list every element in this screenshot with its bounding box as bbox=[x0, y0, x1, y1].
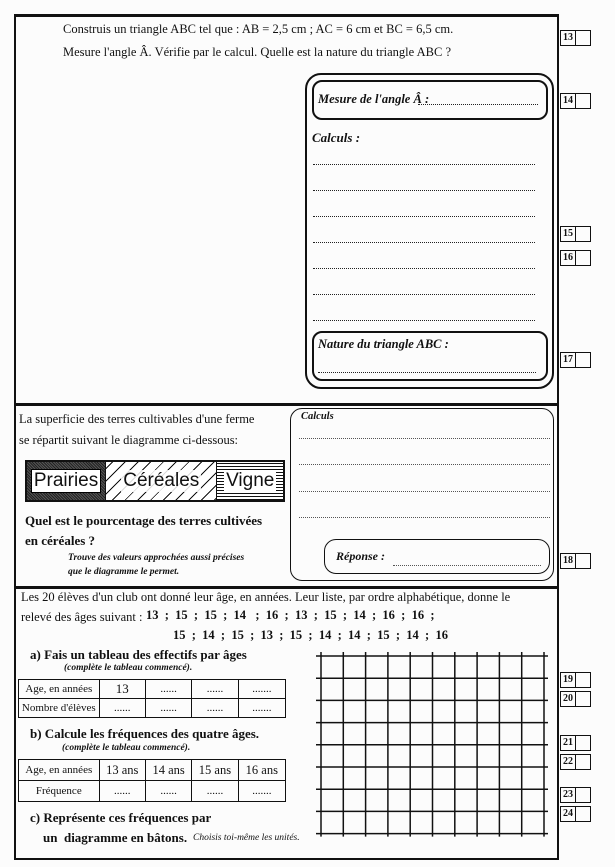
score-number: 20 bbox=[560, 691, 576, 707]
table-input-cell[interactable]: ...... bbox=[99, 699, 145, 718]
calc-line[interactable] bbox=[313, 190, 535, 191]
table-input-cell[interactable]: ...... bbox=[145, 781, 191, 802]
reponse-label: Réponse : bbox=[336, 549, 385, 563]
nature-label: Nature du triangle ABC : bbox=[318, 337, 449, 351]
table-header-cell: Nombre d'élèves bbox=[19, 699, 100, 718]
table-input-cell[interactable]: ...... bbox=[192, 781, 238, 802]
score-cell[interactable] bbox=[576, 735, 591, 751]
table-header-cell: Age, en années bbox=[19, 680, 100, 699]
reponse-field[interactable] bbox=[393, 565, 541, 566]
exercise2-hint-line2: que le diagramme le permet. bbox=[68, 567, 180, 577]
exercise3-intro-line2: relevé des âges suivant : bbox=[21, 610, 143, 624]
score-box-18[interactable] bbox=[560, 553, 591, 569]
part-a-title: a) Fais un tableau des effectifs par âges bbox=[30, 647, 247, 662]
table-input-cell[interactable]: ...... bbox=[192, 699, 238, 718]
ages-list-row1: 13 ; 15 ; 15 ; 14 ; 16 ; 13 ; 15 ; 14 ; 16 ; 16 ; bbox=[146, 608, 435, 622]
angle-answer-field[interactable] bbox=[418, 104, 538, 105]
score-number: 16 bbox=[560, 250, 576, 266]
angle-label: Mesure de l'angle Â : bbox=[318, 92, 430, 106]
score-cell[interactable] bbox=[576, 672, 591, 688]
calc-line[interactable] bbox=[299, 438, 550, 439]
calc-line[interactable] bbox=[299, 464, 550, 465]
table-row bbox=[19, 781, 286, 802]
section-divider bbox=[14, 586, 559, 589]
ages-list-row2: 15 ; 14 ; 15 ; 13 ; 15 ; 14 ; 14 ; 15 ; 14 ; 16 bbox=[173, 628, 448, 642]
segment-label: Prairies bbox=[31, 469, 101, 493]
score-box-16[interactable] bbox=[560, 250, 591, 266]
score-number: 14 bbox=[560, 93, 576, 109]
table-cell: 13 bbox=[99, 680, 145, 699]
nature-answer-field[interactable] bbox=[318, 372, 536, 373]
land-distribution-diagram bbox=[25, 460, 285, 502]
calc-line[interactable] bbox=[313, 320, 535, 321]
table-input-cell[interactable]: ...... bbox=[99, 781, 145, 802]
exercise1-line1: Construis un triangle ABC tel que : AB = 2,5 cm ; AC = 6 cm et BC = 6,5 cm. bbox=[63, 22, 454, 36]
part-c-line1: c) Représente ces fréquences par bbox=[30, 810, 212, 825]
score-number: 17 bbox=[560, 352, 576, 368]
table-cell: 13 ans bbox=[99, 760, 145, 781]
table-input-cell[interactable]: ...... bbox=[145, 680, 191, 699]
table-cell: 14 ans bbox=[145, 760, 191, 781]
table-input-cell[interactable]: ...... bbox=[192, 680, 238, 699]
table-input-cell[interactable]: ....... bbox=[238, 781, 285, 802]
table-frequences bbox=[18, 759, 286, 802]
score-cell[interactable] bbox=[576, 806, 591, 822]
score-box-22[interactable] bbox=[560, 754, 591, 770]
table-input-cell[interactable]: ....... bbox=[238, 699, 285, 718]
score-box-14[interactable] bbox=[560, 93, 591, 109]
segment-cereales bbox=[105, 462, 216, 500]
exercise2-question-line2: en céréales ? bbox=[25, 533, 96, 548]
score-cell[interactable] bbox=[576, 787, 591, 803]
score-number: 13 bbox=[560, 30, 576, 46]
table-cell: 15 ans bbox=[192, 760, 238, 781]
calculs-label: Calculs : bbox=[312, 130, 361, 145]
score-number: 21 bbox=[560, 735, 576, 751]
part-b-title: b) Calcule les fréquences des quatre âges. bbox=[30, 726, 260, 741]
score-cell[interactable] bbox=[576, 691, 591, 707]
table-input-cell[interactable]: ....... bbox=[238, 680, 285, 699]
score-box-15[interactable] bbox=[560, 226, 591, 242]
score-box-17[interactable] bbox=[560, 352, 591, 368]
table-input-cell[interactable]: ...... bbox=[145, 699, 191, 718]
part-a-hint: (complète le tableau commencé). bbox=[64, 663, 193, 673]
exercise2-calculs-label: Calculs bbox=[301, 411, 334, 422]
table-row bbox=[19, 760, 286, 781]
calc-line[interactable] bbox=[299, 491, 550, 492]
score-number: 22 bbox=[560, 754, 576, 770]
score-cell[interactable] bbox=[576, 352, 591, 368]
part-c-line2: un diagramme en bâtons. bbox=[43, 830, 188, 845]
part-c-hint: Choisis toi-même les unités. bbox=[193, 833, 300, 843]
score-box-20[interactable] bbox=[560, 691, 591, 707]
section-divider bbox=[14, 403, 559, 406]
score-box-21[interactable] bbox=[560, 735, 591, 751]
exercise2-intro-line1: La superficie des terres cultivables d'une ferme bbox=[19, 412, 255, 426]
table-row bbox=[19, 680, 286, 699]
exercise2-question-line1: Quel est le pourcentage des terres cultivées bbox=[25, 513, 263, 528]
part-b-hint: (complète le tableau commencé). bbox=[62, 743, 191, 753]
score-cell[interactable] bbox=[576, 93, 591, 109]
calc-line[interactable] bbox=[313, 216, 535, 217]
score-number: 15 bbox=[560, 226, 576, 242]
segment-label: Vigne bbox=[226, 470, 275, 491]
table-effectifs bbox=[18, 679, 286, 718]
calc-line[interactable] bbox=[313, 164, 535, 165]
table-header-cell: Fréquence bbox=[19, 781, 100, 802]
score-box-23[interactable] bbox=[560, 787, 591, 803]
calc-line[interactable] bbox=[299, 517, 550, 518]
table-cell: 16 ans bbox=[238, 760, 285, 781]
exercise3-intro-line1: Les 20 élèves d'un club ont donné leur âge, en années. Leur liste, par ordre alphabétique, donne le bbox=[21, 590, 511, 604]
score-number: 23 bbox=[560, 787, 576, 803]
segment-prairies bbox=[27, 462, 105, 500]
score-number: 18 bbox=[560, 553, 576, 569]
score-cell[interactable] bbox=[576, 553, 591, 569]
table-row bbox=[19, 699, 286, 718]
score-number: 19 bbox=[560, 672, 576, 688]
score-number: 24 bbox=[560, 806, 576, 822]
exercise2-intro-line2: se répartit suivant le diagramme ci-dessous: bbox=[19, 433, 239, 447]
segment-label: Céréales bbox=[123, 470, 200, 491]
calc-line[interactable] bbox=[313, 242, 535, 243]
score-box-19[interactable] bbox=[560, 672, 591, 688]
score-cell[interactable] bbox=[576, 30, 591, 46]
graph-paper-grid[interactable] bbox=[316, 652, 550, 850]
score-cell[interactable] bbox=[576, 250, 591, 266]
segment-vigne bbox=[216, 462, 283, 500]
calc-line[interactable] bbox=[313, 268, 535, 269]
score-cell[interactable] bbox=[576, 226, 591, 242]
calc-line[interactable] bbox=[313, 294, 535, 295]
exercise1-line2: Mesure l'angle Â. Vérifie par le calcul. Quelle est la nature du triangle ABC ? bbox=[63, 45, 451, 59]
score-cell[interactable] bbox=[576, 754, 591, 770]
exercise2-hint-line1: Trouve des valeurs approchées aussi précises bbox=[68, 553, 245, 563]
score-box-24[interactable] bbox=[560, 806, 591, 822]
table-header-cell: Age, en années bbox=[19, 760, 100, 781]
score-box-13[interactable] bbox=[560, 30, 591, 46]
